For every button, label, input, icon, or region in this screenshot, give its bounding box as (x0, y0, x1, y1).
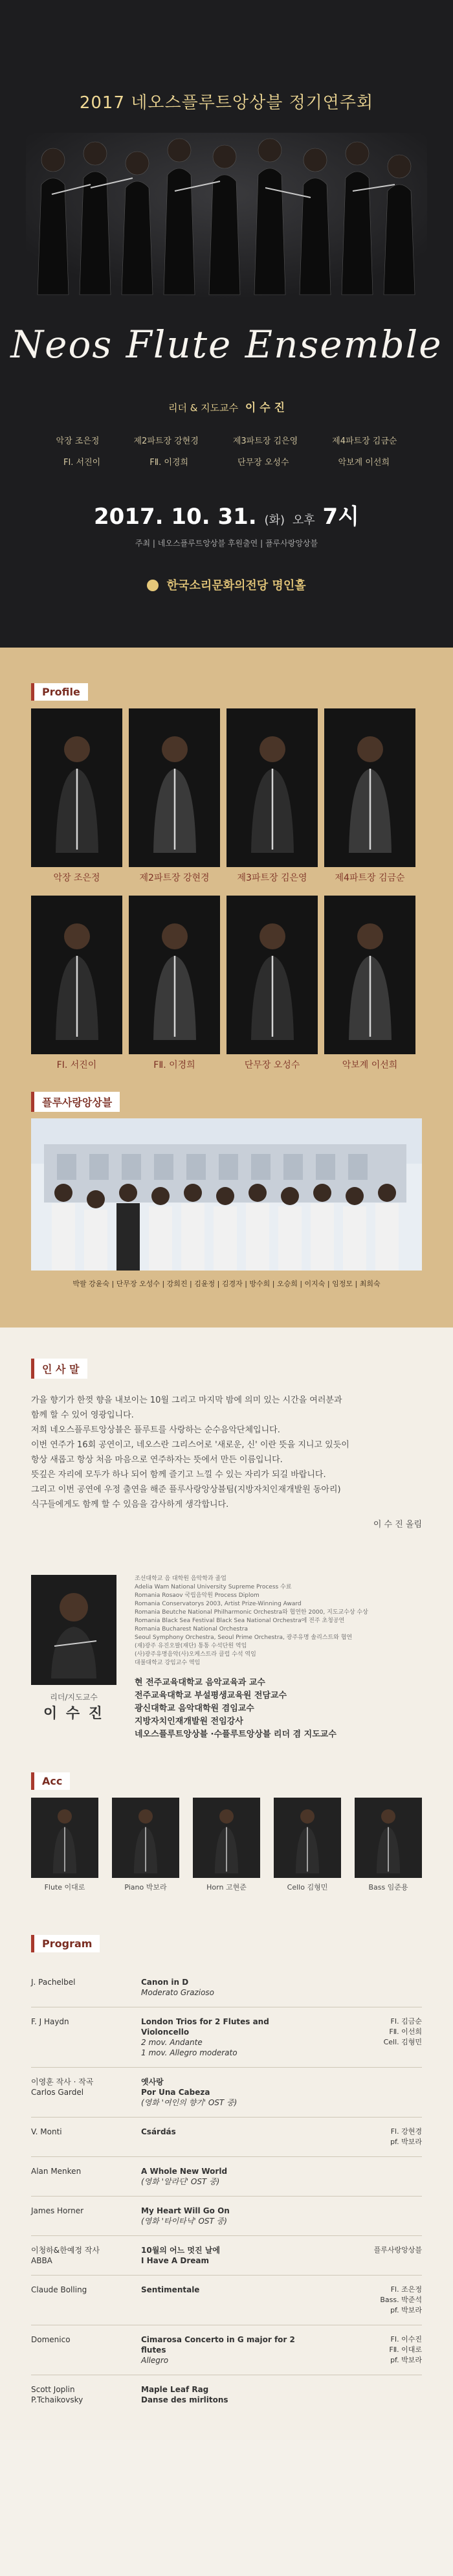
bio-main-line: 현 전주교육대학교 음악교육과 교수 (135, 1678, 265, 1688)
program-row (31, 2236, 422, 2276)
bio-small-line: Romania Conservatorys 2003, Artist Prize-Winning Award (135, 1601, 302, 1607)
bio-main-line: 지방자치인재개발원 전임강사 (135, 1717, 243, 1726)
acc-photo (112, 1798, 179, 1878)
greeting-line: 식구들에게도 함께 할 수 있음을 감사하게 생각합니다. (31, 1500, 229, 1509)
acc-card (31, 1798, 98, 1892)
program-work (141, 2384, 316, 2405)
player-name: FⅡ. 이경희 (153, 1060, 195, 1070)
bio-small-line: Romania Black Sea Festival Black Sea National Orchestra에 전주 초청공연 (135, 1618, 345, 1624)
program-performers (316, 2077, 422, 2108)
greeting-line: 함께 할 수 있어 영광입니다. (31, 1410, 134, 1420)
person-icon (243, 723, 302, 853)
work-title: Maple Leaf Rag (141, 2385, 209, 2394)
concert-poster (0, 0, 453, 648)
composer-line: Claude Bolling (31, 2285, 87, 2294)
player-photo (324, 896, 415, 1054)
composer-line: ABBA (31, 2256, 52, 2265)
work-title: Danse des mirlitons (141, 2395, 228, 2404)
program-work (141, 1977, 316, 1998)
program-work (141, 2017, 316, 2058)
program-composer (31, 2334, 141, 2366)
player-name: 제3파트장 김은영 (237, 873, 307, 883)
greeting-tag: 인 사 말 (31, 1359, 87, 1379)
composer-line: 이영훈 작사 · 작곡 (31, 2077, 94, 2086)
person-icon (278, 1802, 337, 1873)
bio-small-line: 대불대학교 강임교수 역임 (135, 1660, 201, 1666)
person-icon (359, 1802, 417, 1873)
composer-line: J. Pachelbel (31, 1978, 76, 1987)
program-row (31, 2007, 422, 2068)
work-title: 10월의 어느 멋진 날에 (141, 2246, 220, 2255)
profile-section (0, 648, 453, 1328)
venue-logo-icon (147, 580, 159, 591)
poster-title: 2017 네오스플루트앙상블 정기연주회 (79, 93, 374, 113)
performer: 플루사랑앙상블 (373, 2246, 422, 2254)
player-photo (324, 708, 415, 867)
player-name: 악보계 이선희 (342, 1060, 398, 1070)
composer-line: Carlos Gardel (31, 2088, 84, 2097)
work-title: 옛사랑 (141, 2077, 164, 2086)
greeting-line: 그리고 이번 공연에 우정 출연을 해준 플루사랑앙상블팀(지방자치인재개발원 동아리) (31, 1485, 341, 1495)
program-work (141, 2077, 316, 2108)
program-performers (316, 2285, 422, 2316)
greeting-line: 가을 향기가 한껏 향을 내보이는 10월 그리고 마지막 밤에 의미 있는 시간을 여러분과 (31, 1395, 342, 1405)
bio-small-line: Adelia Wam National University Supreme Process 수료 (135, 1584, 292, 1590)
person-icon (197, 1802, 256, 1873)
work-sub: (영화 '여인의 향기' OST 중) (141, 2098, 238, 2107)
date-time: 7시 (322, 504, 359, 530)
composer-line: James Horner (31, 2206, 84, 2215)
player-card (226, 896, 318, 1071)
program-work (141, 2206, 316, 2226)
program-composer (31, 2166, 141, 2187)
performer: Fl. 조은정 (390, 2285, 422, 2294)
ensemble-photo (26, 133, 427, 308)
roles-row-2 (39, 455, 414, 468)
bio-main-line: 전주교육대학교 부설평생교육원 전담교수 (135, 1691, 287, 1700)
player-photo (129, 708, 220, 867)
acc-card (274, 1798, 341, 1892)
player-grid (31, 708, 422, 1071)
acc-name: Horn 고현준 (206, 1883, 247, 1892)
program-tag: Program (31, 1935, 100, 1952)
work-sub: Moderato Grazioso (141, 1988, 214, 1997)
bio-small-line: (사)광주유명음악(사)오케스트라 클럽 수석 역임 (135, 1651, 256, 1658)
bio-main (135, 1677, 368, 1741)
program-composer (31, 2077, 141, 2108)
performer: pf. 박보라 (390, 2306, 422, 2314)
work-title: I Have A Dream (141, 2256, 210, 2265)
acc-card (355, 1798, 422, 1892)
director-label: 리더 & 지도교수 (168, 402, 239, 414)
acc-photo (355, 1798, 422, 1878)
program-performers (316, 2245, 422, 2266)
profile-tag: Profile (31, 683, 88, 701)
roles-row-1 (39, 434, 414, 446)
work-title: A Whole New World (141, 2167, 228, 2176)
program-performers (316, 2127, 422, 2147)
bio-small-line: (재)광주 유진오팔(재단) 통통 수석단원 역임 (135, 1643, 247, 1649)
program-performers (316, 2017, 422, 2058)
player-card (324, 896, 415, 1071)
person-icon (243, 910, 302, 1040)
acc-name: Piano 박보라 (124, 1883, 167, 1892)
director-line (0, 398, 453, 414)
person-icon (146, 910, 204, 1040)
program-composer (31, 2127, 141, 2147)
role-item: 제4파트장 김금순 (332, 436, 397, 446)
work-sub: 2 mov. Andante (141, 2038, 203, 2047)
work-sub: 1 mov. Allegro moderato (141, 2048, 238, 2057)
program-composer (31, 1977, 141, 1998)
role-item: 악장 조은정 (56, 436, 100, 446)
date-main: 2017. 10. 31. (94, 504, 257, 530)
bio-small-line: Romania Bucharest National Orchestra (135, 1626, 248, 1633)
program-work (141, 2166, 316, 2187)
program-performers (316, 2206, 422, 2226)
acc-card (193, 1798, 260, 1892)
program-work (141, 2245, 316, 2266)
group-tag: 플루사랑앙상블 (31, 1092, 120, 1112)
group-caption: 박팔 강윤숙 | 단무장 오성수 | 강희진 | 김윤정 | 김경자 | 방수희 | 오승희 | 이지숙 | 임정모 | 최희숙 (72, 1280, 381, 1288)
composer-line: F. J Haydn (31, 2017, 69, 2026)
director-name-large: 이 수 진 (43, 1706, 105, 1722)
person-icon (341, 723, 399, 853)
program-list (31, 1968, 422, 2414)
program-row (31, 2375, 422, 2414)
composer-line: P.Tchaikovsky (31, 2395, 83, 2404)
acc-card (112, 1798, 179, 1892)
group-photo (31, 1118, 422, 1271)
program-row (31, 2118, 422, 2157)
program-composer (31, 2017, 141, 2058)
roles (39, 434, 414, 477)
performer: FⅡ. 이대로 (389, 2345, 422, 2354)
work-title: Canon in D (141, 1978, 189, 1987)
program-composer (31, 2285, 141, 2316)
player-name: 제2파트장 강현경 (139, 873, 210, 883)
acc-photo (193, 1798, 260, 1878)
program-composer (31, 2206, 141, 2226)
greeting-line: 이번 연주가 16회 공연이고, 네오스란 그리스어로 '새로운, 신' 이란 뜻을 지니고 있듯이 (31, 1440, 349, 1450)
acc-name: Cello 김형민 (287, 1883, 328, 1892)
work-sub: (영화 '타이타닉' OST 중) (141, 2217, 227, 2226)
composer-line: Domenico (31, 2335, 71, 2344)
program-work (141, 2334, 316, 2366)
player-photo (31, 708, 122, 867)
director-role: 리더/지도교수 (50, 1693, 98, 1702)
work-title: Csárdás (141, 2127, 176, 2136)
composer-line: 이청하&한예정 작사 (31, 2246, 100, 2255)
performer: pf. 박보라 (390, 2138, 422, 2146)
program-composer (31, 2245, 141, 2266)
player-card (129, 896, 220, 1071)
bio-small-line: Romania Rosaov 국립음악원 Process Diplom (135, 1592, 260, 1599)
person-icon (116, 1802, 175, 1873)
greeting-line: 뜻깊은 자리에 모두가 하나 되어 함께 즐기고 느낄 수 있는 자리가 되길 바랍니다. (31, 1470, 326, 1480)
performer: Cell. 김형민 (383, 2038, 422, 2046)
greeting-line: 항상 새롭고 항상 처음 마음으로 연주하자는 뜻에서 만든 이름입니다. (31, 1455, 283, 1465)
ensemble-name: Neos Flute Ensemble (10, 322, 443, 367)
performer: FⅠ. 김금순 (390, 2017, 422, 2026)
performer: Fl. 강현경 (390, 2127, 422, 2136)
player-card (226, 708, 318, 884)
composer-line: V. Monti (31, 2127, 62, 2136)
composer-line: Alan Menken (31, 2167, 82, 2176)
program-row (31, 2325, 422, 2375)
program-performers (316, 2334, 422, 2366)
person-icon (146, 723, 204, 853)
bio-small-line: Romania Beutche National Philharmonic Orchestra와 협연한 2000, 지도교수상 수상 (135, 1609, 368, 1616)
work-title: London Trios for 2 Flutes and Violoncello (141, 2017, 269, 2037)
date-time-prefix: 오후 (292, 514, 315, 527)
role-item: 제2파트장 강현경 (133, 436, 199, 446)
venue-name: 한국소리문화의전당 명인홀 (166, 579, 306, 593)
role-item: FⅡ. 이경희 (149, 458, 189, 468)
player-card (31, 896, 122, 1071)
program-row (31, 2157, 422, 2197)
program-work (141, 2285, 316, 2316)
bio-small-line: 조선대학교 음 대학원 음악학과 졸업 (135, 1576, 226, 1582)
work-title: My Heart Will Go On (141, 2206, 230, 2215)
work-title: Cimarosa Concerto in G major for 2 flutes (141, 2335, 295, 2355)
role-item: 악보계 이선희 (338, 458, 390, 468)
work-title: Por Una Cabeza (141, 2088, 210, 2097)
player-name: 단무장 오성수 (244, 1060, 300, 1070)
greeting-line: 저희 네오스플루트앙상블은 플루트를 사랑하는 순수음악단체입니다. (31, 1425, 280, 1435)
director-photo-wrap (31, 1575, 116, 1741)
work-sub: (영화 '알라딘' OST 중) (141, 2177, 220, 2186)
director-photo (31, 1575, 116, 1685)
work-title: Sentimentale (141, 2285, 200, 2294)
work-sub: Allegro (141, 2356, 169, 2365)
player-name: FⅠ. 서진이 (56, 1060, 97, 1070)
program-row (31, 2197, 422, 2236)
role-item: FⅠ. 서진이 (63, 458, 101, 468)
director-name: 이 수 진 (245, 401, 285, 414)
performer: FⅡ. 이선희 (389, 2028, 422, 2036)
bio-small-line: Seoul Symphony Orchestra, Seoul Prime Orchestra, 광주유명 솔리스트와 협연 (135, 1634, 353, 1641)
person-icon (45, 1581, 103, 1678)
director-bio (135, 1575, 368, 1741)
person-icon (48, 723, 106, 853)
role-item: 단무장 오성수 (238, 458, 289, 468)
program-performers (316, 2384, 422, 2405)
composer-line: Scott Joplin (31, 2385, 75, 2394)
player-photo (31, 896, 122, 1054)
director-profile (31, 1575, 422, 1741)
acc-grid (31, 1798, 422, 1892)
greeting-text (31, 1393, 422, 1512)
greeting-section (0, 1328, 453, 2440)
role-item: 제3파트장 김은영 (232, 436, 298, 446)
program-row (31, 2068, 422, 2118)
date-day: (화) (264, 514, 285, 527)
performer: FⅠ. 이수진 (390, 2335, 422, 2344)
host-line: 주최 | 네오스플루트앙상블 후원출연 | 플루사랑앙상블 (135, 539, 318, 548)
performer: Bass. 박준석 (380, 2296, 422, 2304)
bio-main-line: 광신대학교 음악대학원 겸임교수 (135, 1704, 254, 1713)
player-photo (226, 708, 318, 867)
acc-photo (274, 1798, 341, 1878)
player-photo (129, 896, 220, 1054)
venue (0, 576, 453, 593)
acc-tag: Acc (31, 1772, 70, 1790)
player-card (324, 708, 415, 884)
program-work (141, 2127, 316, 2147)
program-performers (316, 2166, 422, 2187)
player-name: 악장 조은정 (53, 873, 100, 883)
acc-name: Flute 이대로 (44, 1883, 85, 1892)
program-row (31, 1968, 422, 2007)
player-card (129, 708, 220, 884)
person-icon (36, 1802, 94, 1873)
player-name: 제4파트장 김금순 (335, 873, 405, 883)
performer: pf. 박보라 (390, 2356, 422, 2364)
bio-main-line: 네오스플루트앙상블 ·수플루트앙상블 리더 겸 지도교수 (135, 1730, 337, 1739)
bio-small (135, 1575, 368, 1667)
player-card (31, 708, 122, 884)
acc-photo (31, 1798, 98, 1878)
greeting-signature: 이 수 진 올림 (373, 1520, 422, 1530)
program-row (31, 2276, 422, 2325)
concert-date (0, 499, 453, 530)
person-icon (48, 910, 106, 1040)
program-performers (316, 1977, 422, 1998)
person-icon (341, 910, 399, 1040)
program-composer (31, 2384, 141, 2405)
player-photo (226, 896, 318, 1054)
acc-name: Bass 임준용 (368, 1883, 408, 1892)
